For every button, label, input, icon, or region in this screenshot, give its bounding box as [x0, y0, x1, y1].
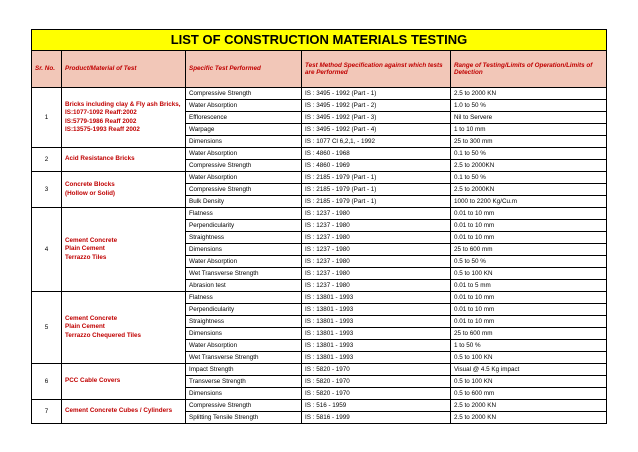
test-cell: Dimensions	[186, 136, 302, 148]
method-cell: IS : 13801 - 1993	[302, 352, 451, 364]
product-line: Terrazzo Tiles	[65, 253, 107, 261]
method-cell: IS : 13801 - 1993	[302, 304, 451, 316]
method-cell: IS : 1077 Cl 6,2,1, - 1992	[302, 136, 451, 148]
table-row	[32, 364, 607, 376]
test-cell: Compressive Strength	[186, 184, 302, 196]
product-line: (Hollow or Solid)	[65, 189, 116, 197]
range-cell: 2.5 to 2000 KN	[451, 412, 607, 424]
range-cell: 25 to 600 mm	[451, 328, 607, 340]
test-cell: Flatness	[186, 208, 302, 220]
header-range: Range of Testing/Limits of Operation/Limits of Detection	[451, 51, 607, 88]
product-cell	[62, 148, 186, 172]
range-cell: 0.5 to 100 KN	[451, 352, 607, 364]
header-method: Test Method Specification against which tests are Performed	[302, 51, 451, 88]
test-cell: Flatness	[186, 292, 302, 304]
product-cell	[62, 208, 186, 292]
materials-testing-table	[31, 29, 607, 424]
method-cell: IS : 5820 - 1970	[302, 376, 451, 388]
method-cell: IS : 3495 - 1992 (Part - 1)	[302, 88, 451, 100]
product-line: IS:5779-1986 Reaff 2002	[65, 117, 137, 125]
range-cell: Nil to Servere	[451, 112, 607, 124]
product-line: IS:13575-1993 Reaff 2002	[65, 126, 140, 133]
table-row	[32, 208, 607, 220]
range-cell: 0.01 to 5 mm	[451, 280, 607, 292]
table-row	[32, 292, 607, 304]
sr-no-cell: 3	[32, 172, 62, 208]
method-cell: IS : 13801 - 1993	[302, 292, 451, 304]
method-cell: IS : 13801 - 1993	[302, 316, 451, 328]
method-cell: IS : 4860 - 1969	[302, 160, 451, 172]
test-cell: Impact Strength	[186, 364, 302, 376]
table-row	[32, 88, 607, 100]
method-cell: IS : 1237 - 1980	[302, 244, 451, 256]
table-row	[32, 148, 607, 160]
method-cell: IS : 1237 - 1980	[302, 280, 451, 292]
range-cell: 25 to 300 mm	[451, 136, 607, 148]
test-cell: Transverse Strength	[186, 376, 302, 388]
test-cell: Water Absorption	[186, 256, 302, 268]
test-cell: Abrasion test	[186, 280, 302, 292]
sr-no-cell: 2	[32, 148, 62, 172]
product-line: Plain Cement	[65, 323, 105, 331]
product-line: Cement Concrete	[65, 314, 118, 322]
range-cell: 0.5 to 100 KN	[451, 376, 607, 388]
method-cell: IS : 516 - 1959	[302, 400, 451, 412]
method-cell: IS : 13801 - 1993	[302, 340, 451, 352]
test-cell: Water Absorption	[186, 100, 302, 112]
range-cell: 0.01 to 10 mm	[451, 232, 607, 244]
product-cell	[62, 88, 186, 148]
test-cell: Splitting Tensile Strength	[186, 412, 302, 424]
range-cell: 0.01 to 10 mm	[451, 304, 607, 316]
header-product: Product/Material of Test	[62, 51, 186, 88]
range-cell: 2.5 to 2000KN	[451, 160, 607, 172]
testing-list-sheet	[31, 29, 607, 424]
product-line: Bricks including clay & Fly ash Bricks,	[65, 100, 181, 108]
method-cell: IS : 3495 - 1992 (Part - 4)	[302, 124, 451, 136]
test-cell: Compressive Strength	[186, 88, 302, 100]
method-cell: IS : 1237 - 1980	[302, 220, 451, 232]
test-cell: Water Absorption	[186, 148, 302, 160]
method-cell: IS : 1237 - 1980	[302, 256, 451, 268]
test-cell: Straightness	[186, 316, 302, 328]
header-test: Specific Test Performed	[186, 51, 302, 88]
range-cell: 0.5 to 100 KN	[451, 268, 607, 280]
method-cell: IS : 1237 - 1980	[302, 232, 451, 244]
range-cell: 0.1 to 50 %	[451, 148, 607, 160]
table-row	[32, 400, 607, 412]
test-cell: Wet Transverse Strength	[186, 352, 302, 364]
product-line: Concrete Blocks	[65, 181, 115, 188]
range-cell: 0.1 to 50 %	[451, 172, 607, 184]
page-title: LIST OF CONSTRUCTION MATERIALS TESTING	[32, 30, 607, 51]
product-line: Plain Cement	[65, 245, 105, 253]
test-cell: Dimensions	[186, 328, 302, 340]
test-cell: Wet Transverse Strength	[186, 268, 302, 280]
sr-no-cell: 1	[32, 88, 62, 148]
range-cell: 0.5 to 600 mm	[451, 388, 607, 400]
range-cell: 0.01 to 10 mm	[451, 208, 607, 220]
header-row	[32, 51, 607, 88]
sr-no-cell: 5	[32, 292, 62, 364]
method-cell: IS : 2185 - 1979 (Part - 1)	[302, 184, 451, 196]
range-cell: 1.0 to 50 %	[451, 100, 607, 112]
product-line: Terrazzo Chequered Tiles	[65, 331, 142, 339]
sr-no-cell: 7	[32, 400, 62, 424]
test-cell: Bulk Density	[186, 196, 302, 208]
test-cell: Compressive Strength	[186, 160, 302, 172]
range-cell: 2.5 to 2000 KN	[451, 88, 607, 100]
product-line: IS:1077-1092 Reaff:2002	[65, 109, 137, 116]
method-cell: IS : 1237 - 1980	[302, 268, 451, 280]
test-cell: Warpage	[186, 124, 302, 136]
method-cell: IS : 3495 - 1992 (Part - 2)	[302, 100, 451, 112]
range-cell: 0.01 to 10 mm	[451, 292, 607, 304]
method-cell: IS : 5820 - 1970	[302, 364, 451, 376]
range-cell: 0.01 to 10 mm	[451, 220, 607, 232]
method-cell: IS : 5820 - 1970	[302, 388, 451, 400]
test-cell: Compressive Strength	[186, 400, 302, 412]
range-cell: 1000 to 2200 Kg/Cu.m	[451, 196, 607, 208]
range-cell: Visual @ 4.5 Kg impact	[451, 364, 607, 376]
method-cell: IS : 4860 - 1968	[302, 148, 451, 160]
test-cell: Perpendicularity	[186, 220, 302, 232]
method-cell: IS : 1237 - 1980	[302, 208, 451, 220]
method-cell: IS : 2185 - 1979 (Part - 1)	[302, 172, 451, 184]
product-cell	[62, 400, 186, 424]
product-cell	[62, 172, 186, 208]
test-cell: Straightness	[186, 232, 302, 244]
table-row	[32, 172, 607, 184]
range-cell: 1 to 10 mm	[451, 124, 607, 136]
test-cell: Dimensions	[186, 244, 302, 256]
method-cell: IS : 2185 - 1979 (Part - 1)	[302, 196, 451, 208]
product-line: Acid Resistance Bricks	[65, 155, 135, 163]
range-cell: 2.5 to 2000 KN	[451, 400, 607, 412]
test-cell: Perpendicularity	[186, 304, 302, 316]
test-cell: Water Absorption	[186, 340, 302, 352]
product-cell	[62, 292, 186, 364]
sr-no-cell: 4	[32, 208, 62, 292]
sr-no-cell: 6	[32, 364, 62, 400]
range-cell: 2.5 to 2000KN	[451, 184, 607, 196]
test-cell: Water Absorption	[186, 172, 302, 184]
product-line: Cement Concrete Cubes / Cylinders	[65, 407, 173, 415]
method-cell: IS : 5816 - 1999	[302, 412, 451, 424]
product-line: PCC Cable Covers	[65, 377, 121, 385]
range-cell: 1 to 50 %	[451, 340, 607, 352]
range-cell: 0.01 to 10 mm	[451, 316, 607, 328]
range-cell: 25 to 600 mm	[451, 244, 607, 256]
header-sr-no: Sr. No.	[32, 51, 62, 88]
product-line: Cement Concrete	[65, 236, 118, 244]
test-cell: Dimensions	[186, 388, 302, 400]
range-cell: 0.5 to 50 %	[451, 256, 607, 268]
method-cell: IS : 3495 - 1992 (Part - 3)	[302, 112, 451, 124]
test-cell: Efflorescence	[186, 112, 302, 124]
product-cell	[62, 364, 186, 400]
method-cell: IS : 13801 - 1993	[302, 328, 451, 340]
